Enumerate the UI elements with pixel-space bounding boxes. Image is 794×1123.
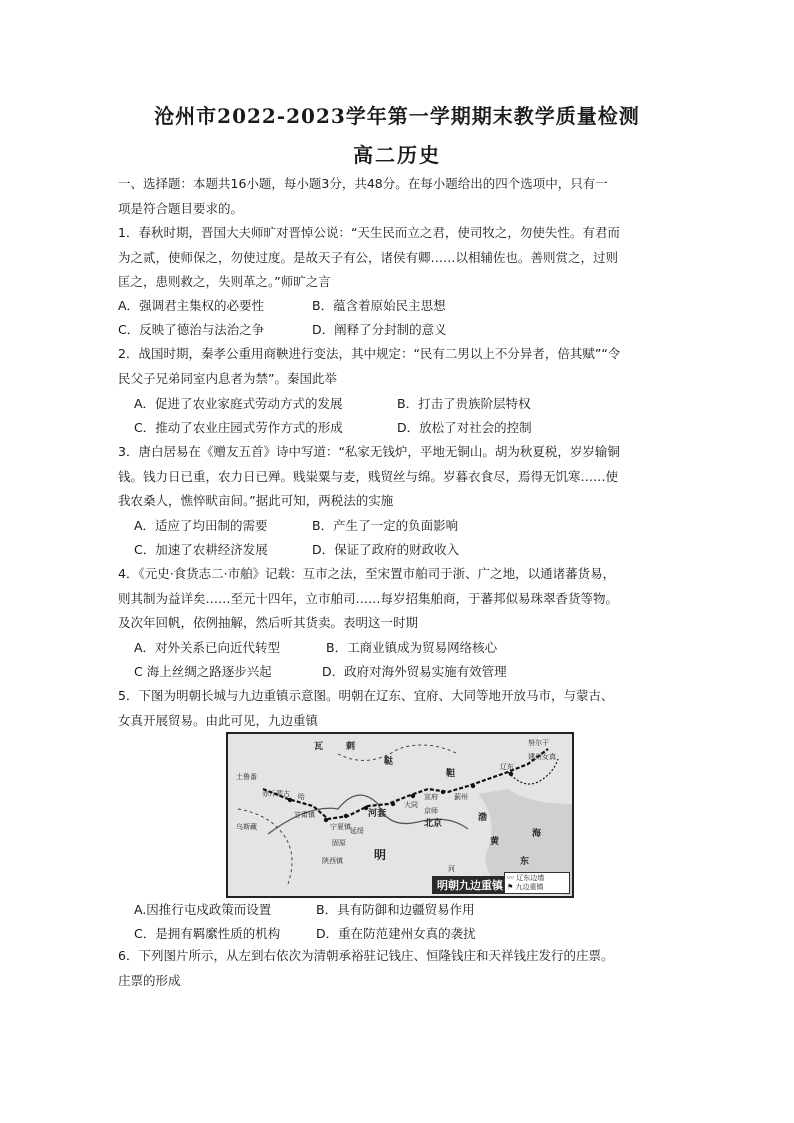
question-text-line: 2．战国时期，秦孝公重用商鞅进行变法，其中规定：“民有二男以上不分异者，倍其赋”“令 [118,346,621,361]
town-marker [324,818,328,822]
question-3 [118,440,684,514]
q4-option-b[interactable]: B．工商业镇成为贸易网络核心 [326,640,498,655]
exam-subject: 高二历史 [353,143,441,167]
question-text-line: 女真开展贸易。由此可见，九边重镇 [118,712,319,728]
q4-option-c[interactable]: C 海上丝绸之路逐步兴起 [134,664,272,679]
map-caption: 明朝九边重镇 [432,876,508,894]
q4-option-a[interactable]: A．对外关系已向近代转型 [134,640,281,655]
map-label: 北京 [424,819,443,829]
q1-option-c[interactable]: C．反映了德治与法治之争 [118,322,265,337]
question-text-line: 及次年回帆，依例抽解，然后听其货卖。表明这一时期 [118,615,419,630]
map-label: 宣府 [424,793,438,801]
q3-option-b[interactable]: B．产生了一定的负面影响 [312,518,459,533]
question-2 [118,342,684,391]
question-4 [118,562,684,636]
question-1 [118,221,684,295]
map-label: 大同 [404,801,418,809]
ming-frontier-map [226,732,574,898]
q5-option-c[interactable]: C．是拥有羁縻性质的机构 [134,926,281,941]
map-label: 建州女真 [528,753,556,761]
town-marker [391,802,395,806]
question-text-line: 为之贰，使师保之，勿使过度。是故天子有公，诸侯有卿……以相辅佐也。善则赏之，过则 [118,249,619,265]
q1-option-d[interactable]: D．阐释了分封制的意义 [312,322,447,337]
q2-option-b[interactable]: B．打击了贵族阶层特权 [397,396,531,411]
map-label: 东 [520,857,530,867]
legend-item-town [507,883,567,892]
q3-option-d[interactable]: D．保证了政府的财政收入 [312,542,460,557]
map-label: 宁夏镇 [330,823,351,831]
map-label: 乌斯藏 [236,823,257,831]
q5-option-b[interactable]: B．具有防御和边疆贸易作用 [316,902,475,917]
question-text-line: 则其制为益详矣……至元十四年，立市舶司……每岁招集舶商，于蕃邦似易珠翠香货等物。 [118,590,619,606]
map-label: 渤 [478,813,488,823]
instructions-line: 一、选择题：本题共16小题，每小题3分，共48分。在每小题给出的四个选项中，只有一 [118,176,608,191]
town-marker [471,784,475,788]
legend-wall-icon: 〰 [507,874,514,882]
q2-option-c[interactable]: C．推动了农业庄园式劳作方式的形成 [134,420,343,435]
town-marker [344,814,348,818]
question-text-line: 我农桑人，憔悴畎亩间。”据此可知，两税法的实施 [118,493,394,508]
question-text-line: 3．唐白居易在《赠友五首》诗中写道：“私家无钱炉，平地无铜山。胡为秋夏税，岁岁输铜 [118,444,620,459]
map-label: 海 [532,829,542,839]
map-label: 努尔干 [528,739,549,747]
map-label: 河 [448,865,455,873]
map-label: 剌 [346,742,356,752]
q5-option-d[interactable]: D．重在防范建州女真的袭扰 [316,926,476,941]
q5-option-a[interactable]: A.因推行屯戍政策而设置 [134,902,272,917]
map-label: 明 [374,848,387,862]
question-text-line: 5．下图为明朝长城与九边重镇示意图。明朝在辽东、宜府、大同等地开放马市，与蒙古、 [118,688,614,703]
question-text-line: 6．下列图片所示，从左到右依次为清朝承裕驻记钱庄、恒隆钱庄和天祥钱庄发行的庄票。 [118,948,614,963]
map-legend [504,872,570,894]
map-label: 京师 [424,807,438,815]
q3-option-c[interactable]: C．加速了农耕经济发展 [134,542,268,557]
map-label: 靼 [446,769,456,779]
map-label: 鞑 [384,757,394,767]
question-text-line: 钱。钱力日已重，农力日已殚。贱粜粟与麦，贱贸丝与绵。岁暮衣食尽，焉得无饥寒……使 [118,468,619,484]
instructions-line: 项是符合题目要求的。 [118,200,244,216]
legend-wall-label: 辽东边墙 [516,874,545,882]
section-instructions [118,172,684,221]
question-text-line: 庄票的形成 [118,972,181,988]
question-text-line: 匡之，患则救之，失则革之。”师旷之言 [118,274,331,289]
map-label: 赤斤蒙古 [262,790,290,798]
map-label: 延绥 [350,827,364,835]
map-label: 甘肃镇 [294,811,315,819]
legend-town-label: 九边重镇 [515,883,544,891]
map-label: 河套 [368,809,387,819]
question-text-line: 1．春秋时期，晋国大夫师旷对晋悼公说：“天生民而立之君，使司牧之，勿使失性。有君而 [118,225,620,240]
question-5 [118,684,684,733]
legend-item-wall [507,874,567,883]
q4-option-d[interactable]: D．政府对海外贸易实施有效管理 [322,664,507,679]
town-marker [411,794,415,798]
question-text-line: 民父子兄弟同室内息者为禁”。秦国此举 [118,370,337,386]
map-label: 哈 [298,793,305,801]
q2-option-a[interactable]: A．促进了农业家庭式劳动方式的发展 [134,396,343,411]
exam-title: 沧州市2022-2023学年第一学期期末教学质量检测 [154,104,640,128]
map-label: 黄 [490,837,500,847]
q3-option-a[interactable]: A．适应了均田制的需要 [134,518,268,533]
question-6 [118,944,684,993]
map-label: 固原 [332,839,346,847]
map-label: 辽东 [500,763,514,771]
map-label: 瓦 [314,742,324,752]
map-label: 陕西镇 [322,857,343,865]
town-marker [509,772,513,776]
q2-option-d[interactable]: D．放松了对社会的控制 [397,420,532,435]
town-marker [441,790,445,794]
q1-option-b[interactable]: B．蕴含着原始民主思想 [312,298,446,313]
legend-flag-icon: ⚑ [507,883,514,891]
question-text-line: 4．《元史·食货志二·市舶》记载：互市之法，至宋置市舶司于浙、广之地，以通诸蕃货易， [118,566,616,581]
q1-option-a[interactable]: A．强调君主集权的必要性 [118,298,265,313]
map-label: 土鲁番 [236,773,257,781]
map-label: 蓟州 [454,793,468,801]
